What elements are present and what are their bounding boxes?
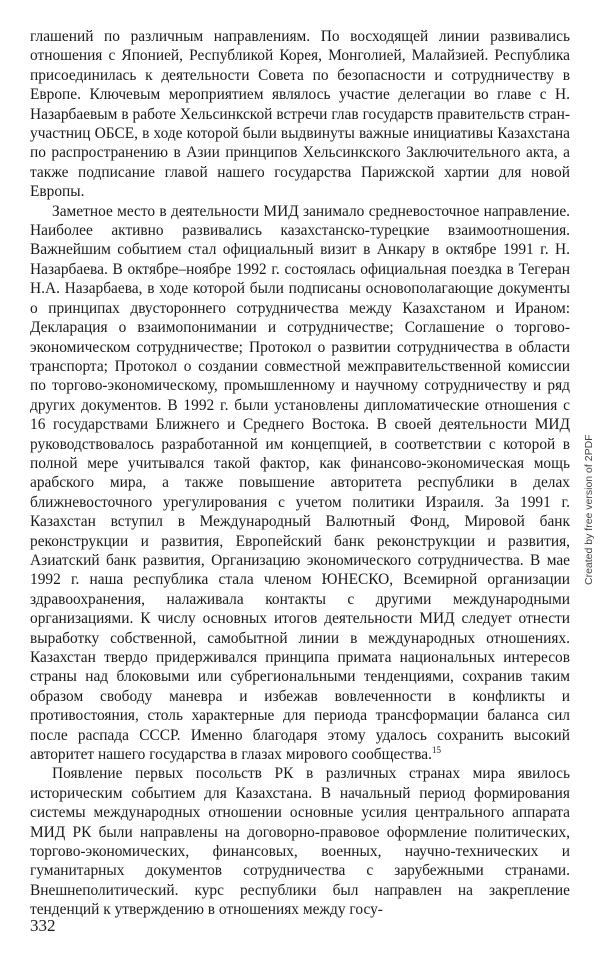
watermark: Created by free version of 2PDF	[583, 434, 595, 586]
paragraph-1: глашений по различным направлениям. По восходящей линии развивались отношения с Японией, Республикой Корея, Монголией, Малайзией. Республика присоединилась к деятельности Совета по безопасности и сотрудничеству в Европе. Ключевым мероприятием являлось участие делегации во главе с Н. Назарбаевым в работе Хельсинкской встречи глав государств правительств стран-участниц ОБСЕ, в ходе которой были выдвинуты важные инициативы Казахстана по распространению в Азии принципов Хельсинкского Заключительного акта, а также подписание главой нашего государства Парижской хартии для новой Европы.	[30, 28, 570, 201]
paragraph-3: Появление первых посольств РК в различных странах мира явилось историческим событием для Казахстана. В начальный период формирования системы международных отношении основные усилия центрального аппарата МИД РК были направлены на договорно-правовое оформление политических, торгово-экономических, финансовых, военных, научно-технических и гуманитарных документов сотрудничества с зарубежными странами. Внешнеполитический. курс республики был направлен на закрепление тенденций к утверждению в отношениях между госу-	[30, 765, 570, 919]
paragraph-2	[30, 202, 570, 765]
page-number: 332	[30, 916, 56, 935]
footnote-marker: 15	[431, 744, 441, 755]
page-body	[30, 27, 570, 920]
paragraph-2-text: Заметное место в деятельности МИД занимало средневосточное направление. Наиболее активно развивались казахстанско-турецкие взаимоотношения. Важнейшим событием стал официальный визит в Анкару в октябре 1991 г. Н. Назарбаева. В октябре–ноябре 1992 г. состоялась официальная поездка в Тегеран Н.А. Назарбаева, в ходе которой были подписаны основополагающие документы о принципах двустороннего сотрудничества между Казахстаном и Ираном: Декларация о взаимопонимании и сотрудничестве; Соглашение о торгово-экономическом сотрудничестве; Протокол о развитии сотрудничества в области транспорта; Протокол о создании совместной межправительственной комиссии по торгово-экономическому, промышленному и научному сотрудничеству и ряд других документов. В 1992 г. были установлены дипломатические отношения с 16 государствами Ближнего и Среднего Востока. В своей деятельности МИД руководствовалось разработанной им концепцией, в соответствии с которой в полной мере учитывался такой фактор, как финансово-экономическая мощь арабского мира, а также повышение авторитета республики в делах ближневосточного урегулирования с учетом политики Израиля. За 1991 г. Казахстан вступил в Международный Валютный Фонд, Мировой банк реконструкции и развития, Европейский банк реконструкции и развития, Азиатский банк развития, Организацию экономического сотрудничества. В мае 1992 г. наша республика стала членом ЮНЕСКО, Всемирной организации здравоохранения, налаживала контакты с другими международными организациями. К числу основных итогов деятельности МИД следует отнести выработку собственной, самобытной линии в международных отношениях. Казахстан твердо придерживался принципа примата национальных интересов страны над блоковыми или субрегиональными тенденциями, сохранив таким образом свободу маневра и избежав вовлеченности в конфликты и противостояния, столь характерные для периода трансформации баланса сил после распада СССР. Именно благодаря этому удалось сохранить высокий авторитет нашего государства в глазах мирового сообщества.	[30, 202, 570, 764]
